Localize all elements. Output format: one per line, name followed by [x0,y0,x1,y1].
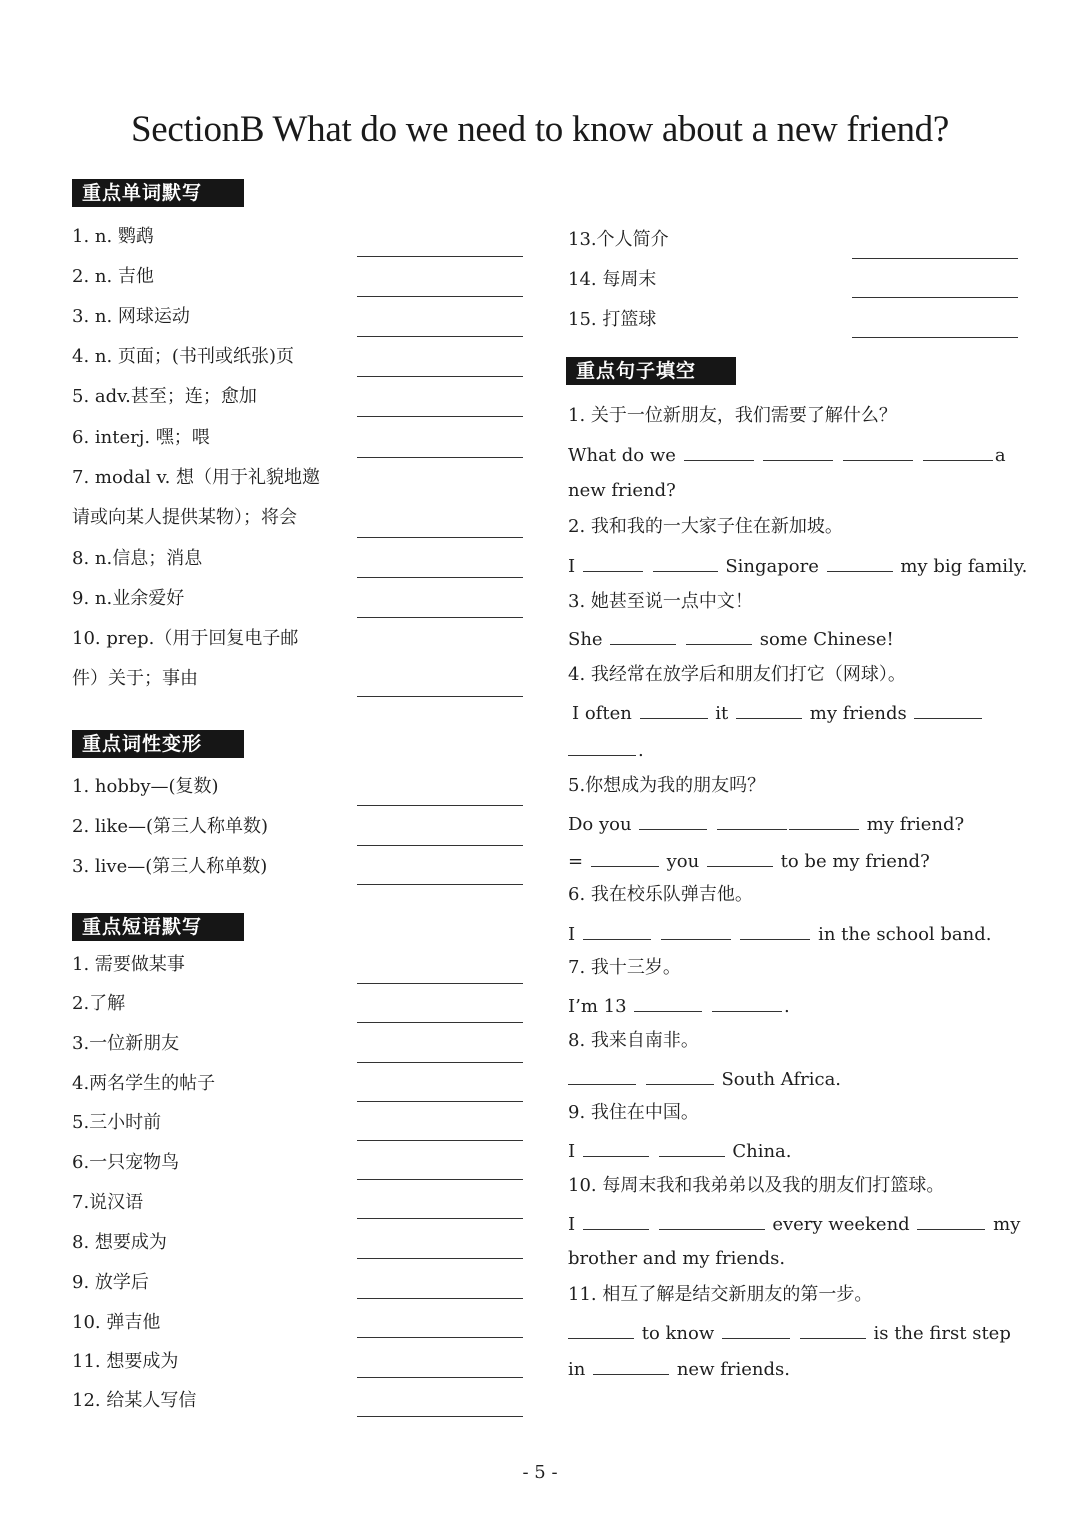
sentence-text: my friend? [866,814,965,835]
sentence-text: it [715,703,729,724]
sentence-text: I [568,556,576,577]
sentence-text: some Chinese! [759,629,894,650]
sentence-cn: 8. 我来自南非。 [568,1030,699,1051]
sentence-text: new friends. [676,1359,790,1380]
fill-blank[interactable] [583,553,643,572]
fill-blank[interactable] [789,811,859,830]
sentence-text: to be my friend? [780,851,930,872]
sentence-cn: 4. 我经常在放学后和朋友们打它（网球）。 [568,664,906,685]
fill-blank[interactable] [659,1138,725,1157]
fill-blank[interactable] [591,848,659,867]
phrase-item: 5.三小时前 [72,1112,162,1133]
sentence-text: = [568,851,584,872]
sentence-cn: 11. 相互了解是结交新朋友的第一步。 [568,1284,873,1305]
word-item: 3. n. 网球运动 [72,306,190,327]
sentence-text: my [993,1214,1021,1235]
answer-line[interactable] [357,805,523,806]
form-item: 3. live—(第三人称单数) [72,856,268,877]
fill-blank[interactable] [593,1356,669,1375]
answer-line[interactable] [357,296,523,297]
sentence-text: a [994,445,1006,466]
sentence-blank-line [568,1066,841,1092]
fill-blank[interactable] [653,553,718,572]
sentence-blank-line [568,921,992,947]
sentence-text: . [638,740,644,761]
sentence-text: I’m 13 [568,996,627,1017]
answer-line[interactable] [357,983,523,984]
sentence-cn: 10. 每周末我和我弟弟以及我的朋友们打篮球。 [568,1175,945,1196]
form-item: 1. hobby—(复数) [72,776,219,797]
sentence-text: Do you [568,814,632,835]
page-title: SectionB What do we need to know about a new friend? [130,109,950,150]
answer-line[interactable] [357,884,523,885]
word-item: 2. n. 吉他 [72,266,154,287]
sentence-text: you [666,851,700,872]
phrase-item: 7.说汉语 [72,1192,144,1213]
fill-blank[interactable] [659,1211,765,1230]
sentence-text: South Africa. [721,1069,842,1090]
sentence-blank-line [568,553,1027,579]
section-banner-forms: 重点词性变形 [72,730,244,758]
fill-blank[interactable] [568,1066,636,1085]
answer-line[interactable] [357,845,523,846]
sentence-blank-line [568,1356,790,1382]
fill-blank[interactable] [568,737,636,756]
fill-blank[interactable] [634,993,702,1012]
fill-blank[interactable] [707,848,773,867]
phrase-item: 10. 弹吉他 [72,1312,161,1333]
fill-blank[interactable] [740,921,810,940]
phrase-item: 11. 想要成为 [72,1351,179,1372]
fill-blank[interactable] [686,626,752,645]
sentence-cn: 7. 我十三岁。 [568,957,681,978]
sentence-cn: 6. 我在校乐队弹吉他。 [568,884,753,905]
fill-blank[interactable] [639,811,707,830]
sentence-text: China. [732,1141,792,1162]
sentence-text: every weekend [772,1214,910,1235]
answer-line[interactable] [357,537,523,538]
answer-line[interactable] [852,297,1018,298]
sentence-text: Singapore [725,556,819,577]
answer-line[interactable] [357,457,523,458]
fill-blank[interactable] [640,700,708,719]
answer-line[interactable] [357,376,523,377]
sentence-text: in [568,1359,586,1380]
phrase-item: 1. 需要做某事 [72,954,185,975]
fill-blank[interactable] [583,1138,649,1157]
word-item: 10. prep.（用于回复电子邮 [72,628,299,649]
word-item: 14. 每周末 [568,269,657,290]
answer-line[interactable] [357,1179,523,1180]
sentence-text: to know [641,1323,715,1344]
word-item: 1. n. 鹦鹉 [72,226,154,247]
sentence-text: I often [572,703,632,724]
sentence-blank-line [572,700,984,726]
answer-line[interactable] [357,1218,523,1219]
sentence-text: my big family. [900,556,1028,577]
phrase-item: 4.两名学生的帖子 [72,1073,216,1094]
word-item: 9. n.业余爱好 [72,588,185,609]
page-number: - 5 - [522,1462,558,1483]
fill-blank[interactable] [722,1320,790,1339]
answer-line[interactable] [357,1337,523,1338]
answer-line[interactable] [357,1258,523,1259]
sentence-text: is the first step [873,1323,1011,1344]
fill-blank[interactable] [917,1211,985,1230]
sentence-text: I [568,1214,576,1235]
answer-line[interactable] [357,617,523,618]
fill-blank[interactable] [736,700,802,719]
sentence-blank-line [568,993,790,1019]
answer-line[interactable] [357,1022,523,1023]
word-item: 15. 打篮球 [568,309,657,330]
sentence-blank-line [568,1138,792,1164]
sentence-text: I [568,1141,576,1162]
answer-line[interactable] [357,1298,523,1299]
answer-line[interactable] [357,1140,523,1141]
phrase-item: 8. 想要成为 [72,1232,167,1253]
section-banner-sentences: 重点句子填空 [566,357,736,385]
answer-line[interactable] [357,256,523,257]
fill-blank[interactable] [583,1211,649,1230]
answer-line[interactable] [357,1377,523,1378]
fill-blank[interactable] [684,442,754,461]
word-item: 件）关于；事由 [72,668,198,689]
sentence-blank-line [568,811,964,837]
sentence-text: I [568,924,576,945]
word-item: 13.个人简介 [568,229,669,250]
word-item: 8. n.信息；消息 [72,548,203,569]
sentence-cn: 9. 我住在中国。 [568,1102,699,1123]
word-item: 5. adv.甚至；连；愈加 [72,386,257,407]
fill-blank[interactable] [800,1320,866,1339]
answer-line[interactable] [852,258,1018,259]
sentence-blank-line [568,1211,1020,1237]
sentence-text: my friends [809,703,907,724]
fill-blank[interactable] [717,811,787,830]
sentence-text: What do we [568,445,676,466]
fill-blank[interactable] [646,1066,714,1085]
fill-blank[interactable] [843,442,913,461]
answer-line[interactable] [852,337,1018,338]
phrase-item: 12. 给某人写信 [72,1390,197,1411]
fill-blank[interactable] [763,442,833,461]
phrase-item: 2.了解 [72,993,126,1014]
sentence-text: new friend? [568,480,676,501]
answer-line[interactable] [357,1101,523,1102]
fill-blank[interactable] [914,700,982,719]
fill-blank[interactable] [568,1320,634,1339]
sentence-text: brother and my friends. [568,1248,786,1269]
sentence-blank-line [568,1320,1011,1346]
word-item: 请或向某人提供某物）；将会 [72,507,297,528]
sentence-cn: 2. 我和我的一大家子住在新加坡。 [568,516,843,537]
word-item: 6. interj. 嘿；喂 [72,427,210,448]
fill-blank[interactable] [712,993,782,1012]
answer-line[interactable] [357,696,523,697]
answer-line[interactable] [357,336,523,337]
answer-line[interactable] [357,577,523,578]
fill-blank[interactable] [610,626,676,645]
answer-line[interactable] [357,416,523,417]
sentence-blank-line [568,626,894,652]
section-banner-phrases: 重点短语默写 [72,913,244,941]
phrase-item: 9. 放学后 [72,1272,149,1293]
sentence-text: . [784,996,790,1017]
fill-blank[interactable] [827,553,893,572]
fill-blank[interactable] [661,921,731,940]
fill-blank[interactable] [583,921,651,940]
sentence-blank-line [568,442,1006,468]
form-item: 2. like—(第三人称单数) [72,816,269,837]
word-item: 4. n. 页面；(书刊或纸张)页 [72,346,294,367]
fill-blank[interactable] [923,442,993,461]
sentence-blank-line [568,737,644,763]
word-item: 7. modal v. 想（用于礼貌地邀 [72,467,321,488]
answer-line[interactable] [357,1416,523,1417]
sentence-cn: 3. 她甚至说一点中文！ [568,591,753,612]
phrase-item: 3.一位新朋友 [72,1033,180,1054]
section-banner-words: 重点单词默写 [72,179,244,207]
sentence-cn: 5.你想成为我的朋友吗？ [568,775,766,796]
phrase-item: 6.一只宠物鸟 [72,1152,180,1173]
sentence-cn: 1. 关于一位新朋友，我们需要了解什么？ [568,405,897,426]
answer-line[interactable] [357,1062,523,1063]
sentence-blank-line [568,848,930,874]
sentence-text: She [568,629,603,650]
sentence-text: in the school band. [818,924,992,945]
